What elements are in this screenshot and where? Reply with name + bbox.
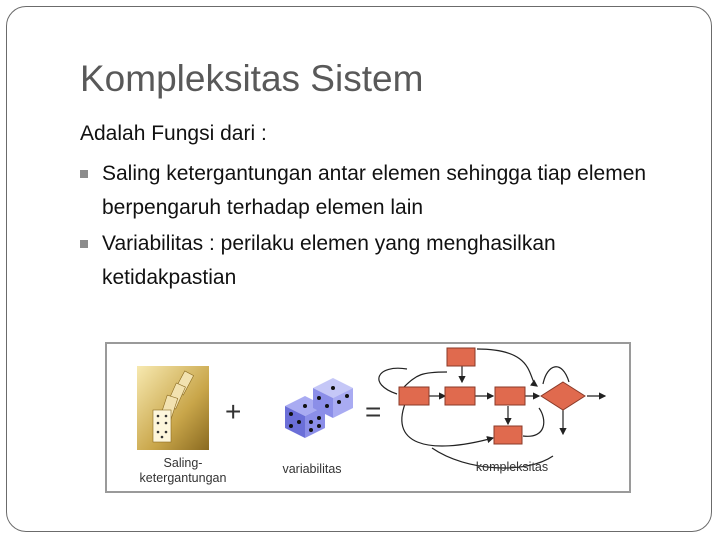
network-diagram [379, 349, 605, 468]
bullet-text: Saling ketergantungan antar elemen sehingga tiap elemen berpengaruh terhadap elemen lain [102, 162, 647, 219]
slide-title: Kompleksitas Sistem [80, 58, 424, 99]
bullet-text: Variabilitas : perilaku elemen yang menghasilkan ketidakpastian [102, 232, 556, 289]
bullet-item [80, 157, 680, 225]
dice-image [285, 378, 353, 438]
domino-image [137, 366, 209, 450]
caption-saling-ketergantungan [109, 456, 257, 486]
plus-sign: + [225, 396, 242, 427]
caption-variabilitas: variabilitas [282, 462, 342, 476]
bullet-marker-icon [80, 240, 88, 248]
bullet-item [80, 227, 680, 295]
caption-text: Saling- ketergantungan [139, 456, 227, 485]
intro-text: Adalah Fungsi dari : [80, 122, 267, 145]
bullet-marker-icon [80, 170, 88, 178]
caption-kompleksitas: kompleksitas [475, 460, 549, 474]
complexity-figure [105, 342, 631, 493]
equals-sign: = [365, 396, 382, 427]
bullet-list [80, 157, 680, 297]
